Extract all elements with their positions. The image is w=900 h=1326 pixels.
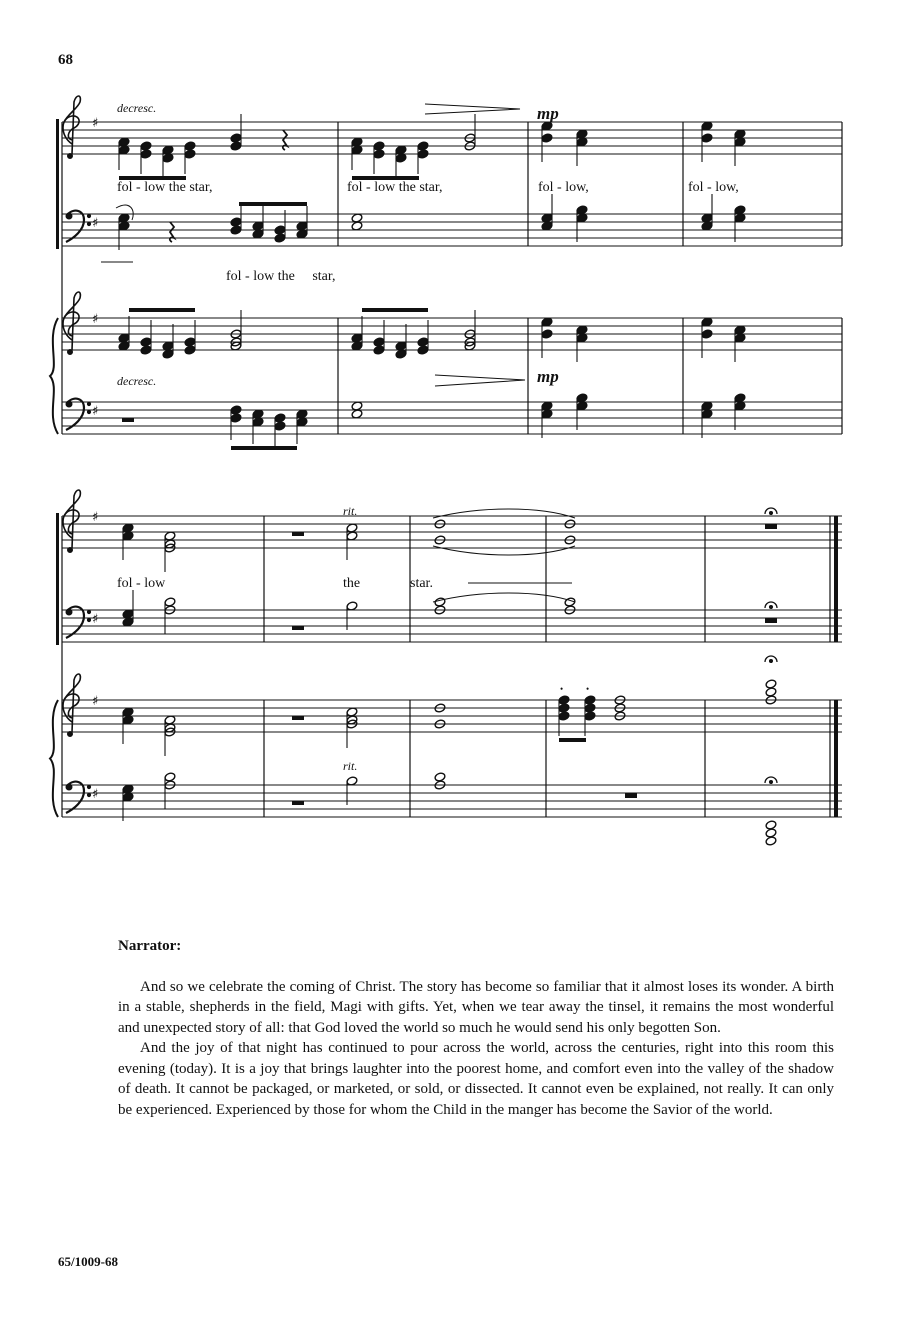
lyric-tb: fol - low the star, xyxy=(226,269,336,284)
notehead xyxy=(541,329,553,339)
notehead xyxy=(765,679,777,689)
whole-rest-icon xyxy=(625,793,637,798)
notehead xyxy=(230,217,242,227)
notehead xyxy=(434,772,446,782)
mp-marking-top: mp xyxy=(537,104,559,123)
lyric-sa-3: fol - low, xyxy=(538,180,589,195)
sharp-icon: ♯ xyxy=(92,404,99,419)
notehead xyxy=(541,133,553,143)
notehead xyxy=(164,597,176,607)
notehead xyxy=(417,337,429,347)
piano-brace xyxy=(50,700,58,817)
tie xyxy=(433,593,575,602)
sharp-icon: ♯ xyxy=(92,116,99,131)
notehead xyxy=(765,687,777,697)
notehead xyxy=(765,828,777,838)
sharp-icon: ♯ xyxy=(92,312,99,327)
notehead xyxy=(373,345,385,355)
notehead xyxy=(434,597,446,607)
notehead xyxy=(274,233,286,243)
fermata-icon xyxy=(765,508,777,514)
notehead xyxy=(230,413,242,423)
notehead xyxy=(184,141,196,151)
notehead xyxy=(274,413,286,423)
beam xyxy=(129,308,195,312)
notehead xyxy=(373,141,385,151)
staccato-dot: • xyxy=(560,684,564,694)
fermata-icon xyxy=(765,602,777,608)
treble-clef-icon xyxy=(63,490,80,552)
beam xyxy=(231,446,297,450)
tie xyxy=(433,509,575,518)
half-rest-icon xyxy=(122,418,134,422)
notehead xyxy=(417,345,429,355)
sharp-icon: ♯ xyxy=(92,787,99,802)
notehead xyxy=(701,133,713,143)
half-rest-icon xyxy=(292,801,304,805)
bass-clef-icon xyxy=(66,399,91,430)
notehead xyxy=(274,225,286,235)
notehead xyxy=(230,405,242,415)
catalog-number: 65/1009-68 xyxy=(58,1254,118,1269)
lyric-sa-1: fol - low the star, xyxy=(117,180,213,195)
notehead xyxy=(184,337,196,347)
notehead xyxy=(140,141,152,151)
narrator-label: Narrator: xyxy=(118,938,182,954)
notehead xyxy=(230,133,242,143)
notehead xyxy=(765,820,777,830)
notehead xyxy=(558,703,570,713)
notehead xyxy=(140,149,152,159)
notehead xyxy=(274,421,286,431)
lyric-s2-2: the xyxy=(343,576,361,591)
sharp-icon: ♯ xyxy=(92,612,99,627)
decresc-marking-top: decresc. xyxy=(117,101,157,115)
rit-marking-piano: rit. xyxy=(343,759,358,773)
decresc-marking-piano: decresc. xyxy=(117,374,157,388)
notehead xyxy=(140,337,152,347)
lyric-s2-1: fol - low xyxy=(117,576,166,591)
half-rest-icon xyxy=(292,716,304,720)
decrescendo-hairpin xyxy=(425,104,520,114)
notehead xyxy=(373,149,385,159)
rit-marking-top: rit. xyxy=(343,504,358,518)
choir-bracket xyxy=(56,513,59,645)
treble-clef-icon xyxy=(63,292,80,354)
staccato-dot: • xyxy=(586,684,590,694)
narration-block xyxy=(118,936,834,1120)
notehead xyxy=(373,337,385,347)
notehead xyxy=(584,695,596,705)
notehead xyxy=(584,711,596,721)
narration-paragraph: And so we celebrate the coming of Christ. The story has become so familiar that it almost loses its wonder. A birth in a stable, shepherds in the field, Magi with gifts. Yet, when we tear away the tinsel, it remains the most wonderful and unexpected story of all: that God loved the world so much he would send his only begotten Son. xyxy=(118,978,834,1036)
decrescendo-hairpin xyxy=(435,375,525,386)
beam xyxy=(239,202,307,206)
mp-marking-piano: mp xyxy=(537,367,559,386)
beam xyxy=(559,738,586,742)
fermata-icon xyxy=(765,777,777,783)
notehead xyxy=(140,345,152,355)
half-rest-icon xyxy=(292,626,304,630)
beam xyxy=(362,308,428,312)
lyric-sa-2: fol - low the star, xyxy=(347,180,443,195)
bass-clef-icon xyxy=(66,782,91,813)
narration-paragraph: And the joy of that night has continued to pour across the world, across the centuries, right into this room this evening (today). It is a joy that brings laughter into the poorest home, and comfort even into the valley of the shadow of death. It cannot be packaged, or marketed, or sold, or dissected. It cannot even be explained, not really. It can only be experienced. Experienced by those for whom the Child in the manger has become the Savior of the world. xyxy=(118,1040,834,1118)
notehead xyxy=(417,141,429,151)
notehead xyxy=(164,772,176,782)
sharp-icon: ♯ xyxy=(92,216,99,231)
whole-rest-icon xyxy=(765,618,777,623)
lyric-sa-4: fol - low, xyxy=(688,180,739,195)
sharp-icon: ♯ xyxy=(92,694,99,709)
rest-icon xyxy=(170,222,174,242)
notehead xyxy=(701,329,713,339)
sharp-icon: ♯ xyxy=(92,510,99,525)
fermata-icon xyxy=(765,656,777,662)
notehead xyxy=(230,141,242,151)
bass-clef-icon xyxy=(66,211,91,242)
notehead xyxy=(558,711,570,721)
bass-clef-icon xyxy=(66,607,91,638)
treble-clef-icon xyxy=(63,674,80,736)
notehead xyxy=(184,149,196,159)
whole-rest-icon xyxy=(765,524,777,529)
choir-bracket xyxy=(56,119,59,249)
half-rest-icon xyxy=(292,532,304,536)
notehead xyxy=(584,703,596,713)
tie xyxy=(433,546,575,555)
rest-icon xyxy=(283,130,287,150)
treble-clef-icon xyxy=(63,96,80,158)
piano-brace xyxy=(50,318,58,434)
page-number: 68 xyxy=(58,52,73,68)
notehead xyxy=(230,225,242,235)
lyric-s2-3: star. xyxy=(410,576,433,591)
notehead xyxy=(558,695,570,705)
notehead xyxy=(184,345,196,355)
notehead xyxy=(417,149,429,159)
notehead xyxy=(765,836,777,846)
